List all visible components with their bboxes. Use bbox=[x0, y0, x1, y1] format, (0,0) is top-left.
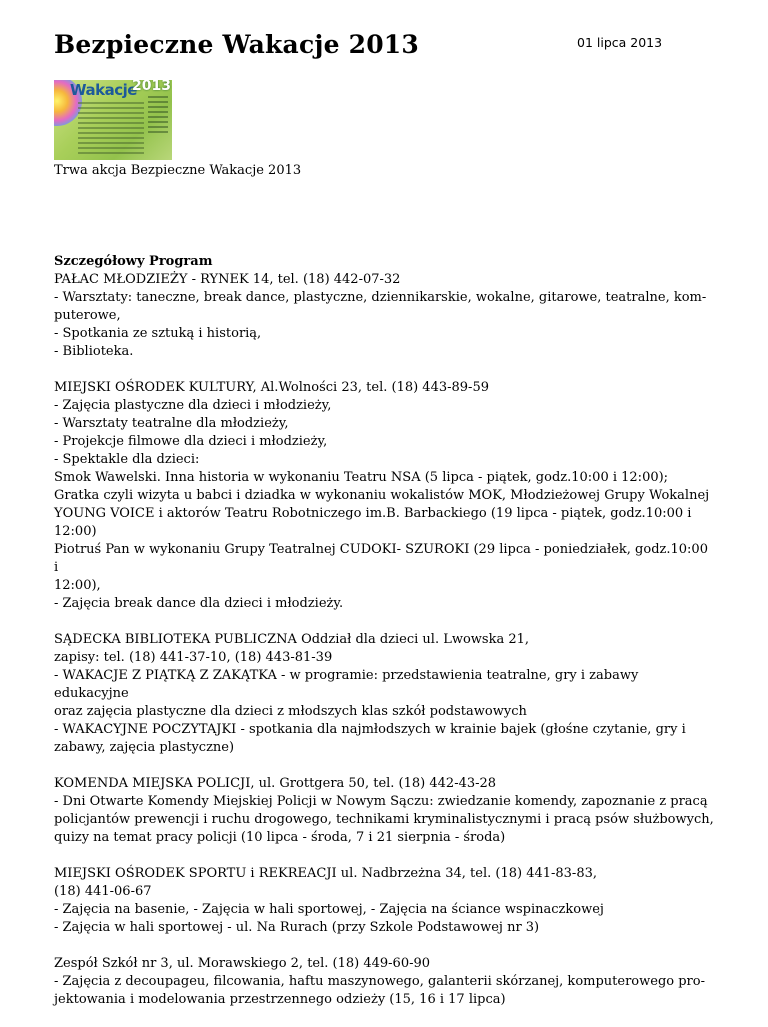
section-line: SĄDECKA BIBLIOTEKA PUBLICZNA Oddział dla dzieci ul. Lwowska 21, bbox=[54, 632, 530, 647]
thumbnail-logo-text: Wakacje bbox=[70, 81, 137, 99]
page-title: Bezpieczne Wakacje 2013 bbox=[54, 30, 420, 59]
section-line: puterowe, bbox=[54, 308, 121, 323]
section-line: zapisy: tel. (18) 441-37-10, (18) 443-81-39 bbox=[54, 650, 333, 665]
section-line: - Warsztaty teatralne dla młodzieży, bbox=[54, 416, 289, 431]
section-line: - Zajęcia w hali sportowej - ul. Na Rurach (przy Szkole Podstawowej nr 3) bbox=[54, 920, 540, 935]
program-section bbox=[54, 379, 714, 613]
section-line: Piotruś Pan w wykonaniu Grupy Teatralnej CUDOKI- SZUROKI (29 lipca - poniedziałek, godz.10:00 i bbox=[54, 542, 708, 575]
section-line: - Projekcje filmowe dla dzieci i młodzieży, bbox=[54, 434, 328, 449]
program-section bbox=[54, 631, 714, 757]
thumbnail-side-lines bbox=[148, 96, 168, 136]
section-line: - Dni Otwarte Komendy Miejskiej Policji w Nowym Sączu: zwiedzanie komendy, zapoznanie z pracą bbox=[54, 794, 708, 809]
section-line: Gratka czyli wizyta u babci i dziadka w wykonaniu wokalistów MOK, Młodzieżowej Grupy Wokalnej bbox=[54, 488, 710, 503]
section-line: - Zajęcia plastyczne dla dzieci i młodzieży, bbox=[54, 398, 332, 413]
section-line: policjantów prewencji i ruchu drogowego, technikami kryminalistycznymi i pracą psów służbowych, bbox=[54, 812, 714, 827]
poster-thumbnail[interactable] bbox=[54, 80, 172, 160]
section-line: (18) 441-06-67 bbox=[54, 884, 152, 899]
program-heading: Szczegółowy Program bbox=[54, 254, 213, 269]
program-section bbox=[54, 271, 714, 361]
section-line: jektowania i modelowania przestrzennego odzieży (15, 16 i 17 lipca) bbox=[54, 992, 506, 1007]
section-line: - Zajęcia z decoupageu, filcowania, haftu maszynowego, galanterii skórzanej, komputerowego pro- bbox=[54, 974, 705, 989]
thumbnail-text-lines bbox=[78, 102, 144, 157]
section-line: - Zajęcia na basenie, - Zajęcia w hali sportowej, - Zajęcia na ściance wspinaczkowej bbox=[54, 902, 604, 917]
section-line: - Spektakle dla dzieci: bbox=[54, 452, 200, 467]
section-line: KOMENDA MIEJSKA POLICJI, ul. Grottgera 50, tel. (18) 442-43-28 bbox=[54, 776, 497, 791]
section-line: - Spotkania ze sztuką i historią, bbox=[54, 326, 262, 341]
article-body bbox=[54, 162, 714, 1027]
section-line: quizy na temat pracy policji (10 lipca - środa, 7 i 21 sierpnia - środa) bbox=[54, 830, 506, 845]
section-line: MIEJSKI OŚRODEK SPORTU i REKREACJI ul. Nadbrzeżna 34, tel. (18) 441-83-83, bbox=[54, 866, 598, 881]
program-section bbox=[54, 775, 714, 847]
section-line: Smok Wawelski. Inna historia w wykonaniu Teatru NSA (5 lipca - piątek, godz.10:00 i 12:00); bbox=[54, 470, 669, 485]
section-line: - WAKACYJNE POCZYTAJKI - spotkania dla najmłodszych w krainie bajek (głośne czytanie, gry i bbox=[54, 722, 686, 737]
section-line: 12:00) bbox=[54, 524, 97, 539]
section-line: - WAKACJE Z PIĄTKĄ Z ZAKĄTKA - w programie: przedstawienia teatralne, gry i zabawy edukacyjne bbox=[54, 668, 639, 701]
section-line: - Warsztaty: taneczne, break dance, plastyczne, dziennikarskie, wokalne, gitarowe, teatralne, kom- bbox=[54, 290, 707, 305]
section-line: Zespół Szkół nr 3, ul. Morawskiego 2, tel. (18) 449-60-90 bbox=[54, 956, 431, 971]
section-line: PAŁAC MŁODZIEŻY - RYNEK 14, tel. (18) 442-07-32 bbox=[54, 272, 401, 287]
section-line: oraz zajęcia plastyczne dla dzieci z młodszych klas szkół podstawowych bbox=[54, 704, 527, 719]
program-section bbox=[54, 865, 714, 937]
section-line: MIEJSKI OŚRODEK KULTURY, Al.Wolności 23, tel. (18) 443-89-59 bbox=[54, 380, 489, 395]
publish-date: 01 lipca 2013 bbox=[577, 35, 663, 50]
thumbnail-year-text: 2013 bbox=[132, 80, 171, 94]
program-section bbox=[54, 955, 714, 1009]
program-sections bbox=[54, 271, 714, 1009]
section-line: zabawy, zajęcia plastyczne) bbox=[54, 740, 235, 755]
section-line: - Zajęcia break dance dla dzieci i młodzieży. bbox=[54, 596, 344, 611]
section-line: - Biblioteka. bbox=[54, 344, 134, 359]
section-line: YOUNG VOICE i aktorów Teatru Robotniczego im.B. Barbackiego (19 lipca - piątek, godz.10:00 i bbox=[54, 506, 692, 521]
intro-text: Trwa akcja Bezpieczne Wakacje 2013 bbox=[54, 163, 302, 178]
section-line: 12:00), bbox=[54, 578, 101, 593]
